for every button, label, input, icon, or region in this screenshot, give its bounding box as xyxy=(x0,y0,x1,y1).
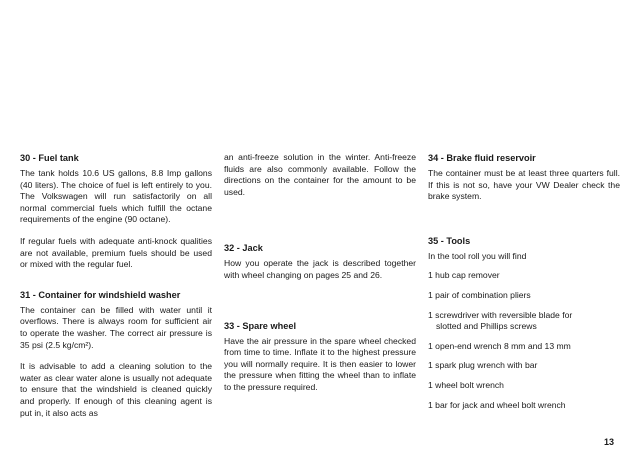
tool-item: 1 screwdriver with reversible blade for xyxy=(428,309,573,320)
tool-item: 1 spark plug wrench with bar xyxy=(428,360,538,371)
tool-item: 1 bar for jack and wheel bolt wrench xyxy=(428,399,566,410)
page-number: 13 xyxy=(604,437,615,447)
heading-spare-wheel: 33 - Spare wheel xyxy=(224,320,297,331)
heading-windshield-washer: 31 - Container for windshield washer xyxy=(20,289,181,300)
column-3 xyxy=(428,152,620,411)
column-1 xyxy=(20,152,212,419)
fuel-tank-paragraph-2: If regular fuels with adequate anti-knock qualities are not available, premium fuels should be used or mixed with the regular fuel. xyxy=(20,235,212,270)
tool-item: 1 pair of combination pliers xyxy=(428,289,531,300)
antifreeze-continuation: an anti-freeze solution in the winter. Anti-freeze fluids are also commonly available. Follow the directions on the container for the amount to be used. xyxy=(224,152,416,197)
tool-item: slotted and Phillips screws xyxy=(436,321,537,332)
tool-item: 1 wheel bolt wrench xyxy=(428,379,504,390)
tools-intro: In the tool roll you will find xyxy=(428,250,527,261)
brake-fluid-paragraph: The container must be at least three quarters full. If this is not so, have your VW Dealer check the brake system. xyxy=(428,168,620,202)
column-2 xyxy=(224,152,416,394)
heading-brake-fluid: 34 - Brake fluid reservoir xyxy=(428,153,536,163)
jack-paragraph: How you operate the jack is described together with wheel changing on pages 25 and 26. xyxy=(224,258,416,280)
washer-paragraph-2: It is advisable to add a cleaning solution to the water as clear water alone is usually not adequate to ensure that the windshield is cleaned quickly and properly. If enough of this cleaning agent is put in, it also acts as xyxy=(20,361,212,418)
washer-paragraph-1: The container can be filled with water until it overflows. There is always room for sufficient air to operate the washer. The correct air pressure is 35 psi (2.5 kg/cm²). xyxy=(20,304,212,350)
fuel-tank-paragraph-1: The tank holds 10.6 US gallons, 8.8 Imp gallons (40 liters). The choice of fuel is left entirely to you. The Volkswagen will run satisfactorily on all normal commercial fuels which fulfill the octane requirements of the engine (90 octane). xyxy=(20,168,212,225)
heading-jack: 32 - Jack xyxy=(224,243,263,254)
heading-fuel-tank: 30 - Fuel tank xyxy=(20,153,79,163)
heading-tools: 35 - Tools xyxy=(428,235,471,246)
tools-list xyxy=(428,251,620,411)
tool-item: 1 open-end wrench 8 mm and 13 mm xyxy=(428,340,571,351)
tool-item: 1 hub cap remover xyxy=(428,270,500,281)
spare-wheel-paragraph: Have the air pressure in the spare wheel checked from time to time. Inflate it to the highest pressure you will normally require. It is then easier to lower the pressure when fitting the wheel than to inflate to the pressure required. xyxy=(224,335,416,392)
